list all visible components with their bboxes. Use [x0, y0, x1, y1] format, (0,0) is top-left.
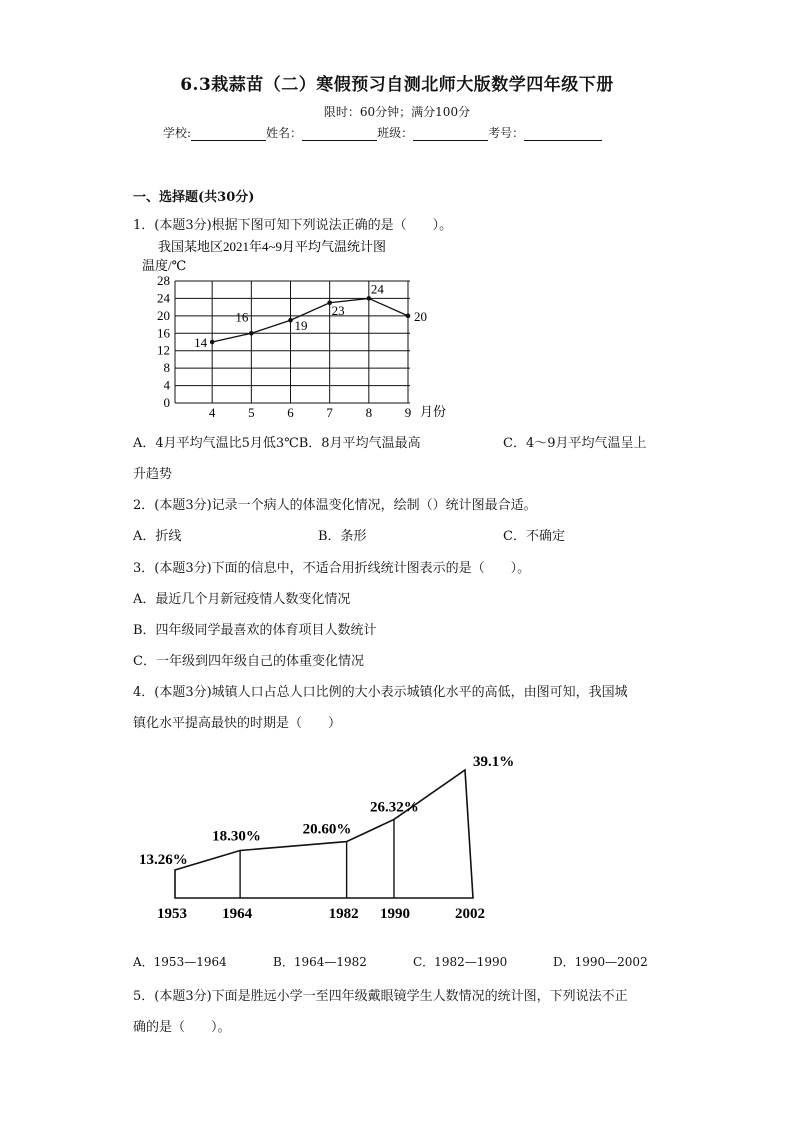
- chart2-year-label: 2002: [455, 906, 485, 922]
- question-3-option-a[interactable]: A．最近几个月新冠疫情人数变化情况: [133, 592, 351, 607]
- question-4-option-c[interactable]: C．1982—1990: [413, 955, 508, 969]
- chart1-data-label: 24: [370, 281, 384, 297]
- question-4-option-b[interactable]: B．1964—1982: [273, 955, 367, 969]
- chart1-x-tick: 9: [404, 405, 412, 420]
- chart1-y-tick: 4: [163, 377, 170, 393]
- chart1-x-tick: 4: [208, 405, 216, 420]
- chart2-year-label: 1990: [379, 906, 410, 922]
- question-1-option-c[interactable]: C．4～9月平均气温呈上: [503, 436, 647, 451]
- question-4-stem-continued: 镇化水平提高最快的时期是（ ）: [133, 716, 342, 731]
- page-title: 6.3栽蒜苗（二）寒假预习自测北师大版数学四年级下册: [180, 75, 614, 95]
- chart1-x-axis-label: 月份: [420, 404, 447, 419]
- question-5-stem: 5．(本题3分)下面是胜远小学一至四年级戴眼镜学生人数情况的统计图，下列说法不正: [133, 989, 628, 1004]
- school-field[interactable]: [191, 128, 266, 141]
- number-field[interactable]: [524, 128, 602, 141]
- chart1-point: [288, 318, 293, 323]
- school-label: 学校:: [163, 126, 192, 140]
- chart2-year-labels: [157, 906, 485, 922]
- chart2-value-labels: [139, 755, 514, 868]
- chart2-value-label: 26.32%: [369, 799, 419, 816]
- chart1-data-label: 20: [414, 308, 427, 324]
- student-info-row: [163, 124, 602, 141]
- exam-subtitle: 限时：60分钟；满分100分: [323, 105, 471, 119]
- question-2-stem: 2．(本题3分)记录一个病人的体温变化情况，绘制（）统计图最合适。: [133, 498, 537, 513]
- chart2-value-label: 18.30%: [212, 828, 261, 845]
- question-5-stem-continued: 确的是（ ）。: [133, 1020, 231, 1035]
- chart1-x-tick: 7: [326, 405, 333, 420]
- chart1-point: [367, 296, 372, 301]
- chart1-data-label: 16: [235, 309, 249, 325]
- chart1-data-label: 19: [294, 318, 308, 334]
- chart1-data-label: 14: [194, 335, 208, 350]
- chart1-x-tick: 5: [248, 405, 255, 420]
- temperature-line-chart: [130, 236, 460, 422]
- question-3-option-b[interactable]: B．四年级同学最喜欢的体育项目人数统计: [133, 623, 377, 638]
- chart1-y-tick: 0: [163, 395, 170, 410]
- question-3-option-c[interactable]: C．一年级到四年级自己的体重变化情况: [133, 654, 364, 669]
- chart1-y-tick: 28: [157, 273, 170, 288]
- chart1-y-tick: 12: [157, 342, 170, 358]
- class-label: 班级：: [377, 126, 414, 140]
- chart1-y-tick: 16: [157, 325, 170, 341]
- chart2-year-label: 1953: [157, 906, 187, 922]
- chart2-value-label: 39.1%: [473, 755, 515, 770]
- number-label: 考号：: [488, 126, 525, 140]
- question-3-stem: 3．(本题3分)下面的信息中，不适合用折线统计图表示的是（ ）。: [133, 561, 531, 576]
- question-1-stem: 1．(本题3分)根据下图可知下列说法正确的是（ ）。: [133, 218, 453, 233]
- question-4-stem: 4．(本题3分)城镇人口占总人口比例的大小表示城镇化水平的高低，由图可知，我国城: [133, 685, 628, 700]
- question-1-option-a[interactable]: A．4月平均气温比5月低3℃B．8月平均气温最高: [133, 436, 421, 451]
- chart2-value-label: 13.26%: [139, 852, 188, 868]
- name-field[interactable]: [302, 128, 377, 141]
- chart1-title: 我国某地区2021年4~9月平均气温统计图: [158, 239, 387, 254]
- chart1-point: [210, 340, 215, 345]
- question-2-option-c[interactable]: C．不确定: [503, 529, 565, 544]
- chart1-point: [249, 331, 254, 336]
- chart1-x-tick: 8: [365, 405, 373, 420]
- chart1-point: [406, 314, 411, 319]
- class-field[interactable]: [413, 128, 488, 141]
- section-heading: 一、选择题(共30分): [133, 190, 255, 205]
- chart1-data-label: 23: [331, 302, 345, 318]
- chart1-x-tick: 6: [287, 405, 294, 420]
- urbanization-chart: [130, 755, 530, 930]
- chart1-y-tick: 8: [163, 360, 170, 376]
- question-1-option-c-continued: 升趋势: [133, 467, 173, 482]
- chart1-y-tick: 20: [157, 307, 170, 323]
- name-label: 姓名：: [266, 126, 303, 140]
- chart2-value-label: 20.60%: [302, 821, 352, 838]
- question-2-option-b[interactable]: B．条形: [318, 529, 367, 544]
- chart1-y-axis-label: 温度/℃: [142, 258, 187, 273]
- question-2-option-a[interactable]: A．折线: [133, 529, 182, 544]
- chart1-y-tick: 24: [157, 290, 170, 306]
- chart2-year-label: 1964: [222, 906, 253, 922]
- question-4-option-a[interactable]: A．1953—1964: [133, 955, 227, 969]
- chart2-year-label: 1982: [328, 906, 359, 922]
- question-4-option-d[interactable]: D．1990—2002: [553, 955, 648, 969]
